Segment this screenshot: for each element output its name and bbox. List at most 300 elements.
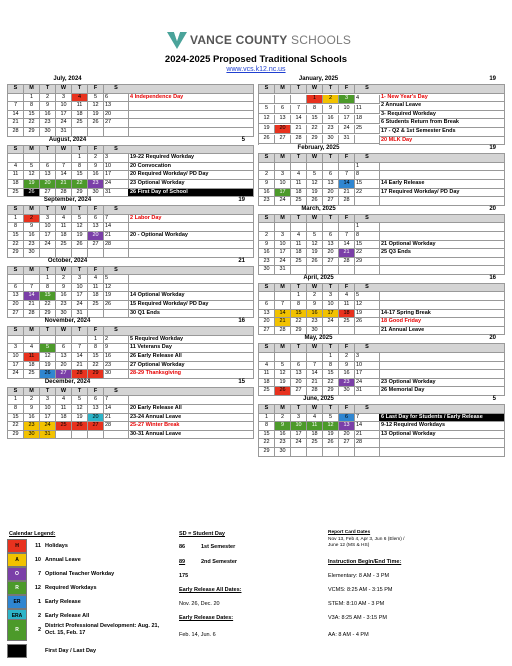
day-cell: 3 [72, 275, 88, 284]
day-cell: 13 [88, 223, 104, 232]
month-grid [258, 214, 379, 275]
day-cell [275, 292, 291, 301]
day-cell: 20 [323, 189, 339, 198]
day-cell: 10 [40, 223, 56, 232]
legend-swatch: R [7, 619, 27, 641]
day-cell [259, 223, 275, 232]
event-line: 26 Memorial Day [379, 387, 504, 396]
month-grid [7, 326, 128, 379]
day-cell: 31 [104, 189, 129, 198]
day-cell: 10 [323, 301, 339, 310]
day-cell: 1 [291, 292, 307, 301]
day-cell: 26 [72, 241, 88, 250]
day-cell: 1 [355, 163, 380, 172]
day-cell: 22 [24, 119, 40, 128]
page-title: 2024-2025 Proposed Traditional Schools [164, 54, 348, 65]
day-cell: 7 [275, 301, 291, 310]
day-cell: 25 [56, 241, 72, 250]
day-cell: 1 [40, 275, 56, 284]
legend-label: Early Release [45, 599, 81, 605]
event-line: 1- New Year's Day [379, 94, 504, 103]
day-cell: 29 [307, 135, 323, 144]
day-cell: 20 [323, 249, 339, 258]
day-cell: 16 [275, 431, 291, 440]
events-header [128, 146, 253, 155]
day-cell: 8 [291, 301, 307, 310]
events-header [128, 388, 253, 397]
day-header: W [307, 215, 323, 224]
day-cell [339, 163, 355, 172]
day-cell: 4 [56, 215, 72, 224]
instruction-line: STEM: 8:10 AM - 3 PM [328, 601, 385, 607]
day-cell: 20 [40, 180, 56, 189]
day-header: F [88, 146, 104, 155]
event-line: 20 - Optional Workday [128, 232, 253, 241]
day-cell: 23 [339, 379, 355, 388]
er-dates: Feb. 14, Jun. 6 [179, 632, 216, 638]
instruction-line: V3A: 8:25 AM - 3:15 PM [328, 615, 388, 621]
day-cell: 9 [24, 223, 40, 232]
month-events [379, 343, 505, 396]
day-cell: 10 [72, 284, 88, 293]
day-cell: 7 [339, 232, 355, 241]
day-header: T [72, 327, 88, 336]
month-grid [7, 84, 128, 137]
day-header: S [259, 85, 275, 94]
day-cell [24, 275, 40, 284]
day-cell: 10 [275, 180, 291, 189]
day-header: T [72, 267, 88, 276]
day-cell: 28 [72, 370, 88, 379]
legend-label: Annual Leave [45, 557, 81, 563]
event-line [379, 439, 504, 448]
event-line: 23 Optional Workday [128, 180, 253, 189]
day-cell: 22 [40, 301, 56, 310]
day-cell [355, 135, 380, 144]
event-line [379, 292, 504, 301]
day-cell: 30 [275, 448, 291, 457]
day-cell: 8 [8, 223, 24, 232]
day-cell [323, 163, 339, 172]
day-cell: 1 [259, 414, 275, 423]
day-cell: 2 [88, 154, 104, 163]
event-line [379, 266, 504, 275]
day-cell: 14 [355, 422, 380, 431]
day-header: M [275, 405, 291, 414]
event-line: 4 Independence Day [128, 94, 253, 103]
event-line [379, 301, 504, 310]
day-cell: 5 [40, 344, 56, 353]
day-cell: 22 [72, 180, 88, 189]
day-cell: 2 [104, 336, 129, 345]
day-cell: 21 [104, 232, 129, 241]
day-header: T [291, 284, 307, 293]
legend-label: Required Workdays [45, 585, 97, 591]
month-block [258, 335, 505, 396]
event-line: 18 Good Friday [379, 318, 504, 327]
day-cell [72, 431, 88, 440]
day-cell [88, 249, 104, 258]
day-cell: 9 [339, 362, 355, 371]
legend-swatch: ERA [7, 609, 27, 623]
day-header: W [56, 388, 72, 397]
day-cell: 3 [339, 95, 355, 104]
day-cell [355, 448, 380, 457]
day-cell: 15 [72, 171, 88, 180]
day-cell: 26 [275, 387, 291, 396]
legend-count: 10 [34, 557, 41, 563]
day-cell [259, 163, 275, 172]
day-cell: 30 [40, 128, 56, 137]
day-cell: 22 [291, 318, 307, 327]
day-cell: 10 [104, 163, 129, 172]
legend-swatch: R [7, 581, 27, 595]
day-cell: 4 [24, 344, 40, 353]
day-cell [355, 197, 380, 206]
day-header: S [104, 206, 129, 215]
day-cell: 25 [291, 258, 307, 267]
event-line: 13 Optional Workday [379, 431, 504, 440]
event-line: 20 Required Workday/ PD Day [128, 171, 253, 180]
day-cell: 24 [104, 180, 129, 189]
day-cell: 26 [355, 318, 380, 327]
day-cell: 24 [56, 119, 72, 128]
day-header: T [40, 206, 56, 215]
report-card-title: Report Card Dates [328, 530, 371, 535]
legend-label: Holidays [45, 543, 68, 549]
day-cell: 31 [339, 135, 355, 144]
day-cell: 5 [323, 414, 339, 423]
day-cell: 13 [259, 310, 275, 319]
day-cell: 8 [259, 422, 275, 431]
day-cell: 24 [323, 318, 339, 327]
day-header: T [40, 267, 56, 276]
event-line [379, 171, 504, 180]
day-cell: 15 [8, 232, 24, 241]
day-cell [56, 154, 72, 163]
day-cell [72, 336, 88, 345]
day-header: S [259, 154, 275, 163]
day-cell: 2 [40, 94, 56, 103]
day-cell: 23 [24, 422, 40, 431]
events-header [379, 154, 504, 163]
report-card-line2: June 12 (MS & HS) [328, 543, 370, 548]
month-caption [7, 76, 254, 84]
day-cell: 17 [40, 414, 56, 423]
day-header: T [72, 388, 88, 397]
day-cell: 14 [275, 310, 291, 319]
event-line [379, 362, 504, 371]
day-cell: 12 [323, 422, 339, 431]
day-cell: 21 [8, 119, 24, 128]
day-cell: 24 [8, 370, 24, 379]
day-cell: 13 [104, 102, 129, 111]
day-cell: 12 [259, 115, 275, 124]
legend-item [7, 567, 114, 581]
day-header: T [291, 85, 307, 94]
events-header [379, 215, 504, 224]
day-cell: 25 [56, 422, 72, 431]
day-cell: 25 [24, 370, 40, 379]
month-name: October, 2024 [47, 257, 88, 264]
day-cell: 1 [24, 94, 40, 103]
day-cell: 3 [104, 154, 129, 163]
day-header: W [307, 284, 323, 293]
event-line: 17 - Q2 & 1st Semester Ends [379, 128, 504, 137]
event-line: 5 Required Workday [128, 336, 253, 345]
event-line: 26 Early Release All [128, 353, 253, 362]
day-header: T [323, 405, 339, 414]
day-cell: 11 [307, 422, 323, 431]
day-cell: 16 [339, 370, 355, 379]
day-header: S [8, 327, 24, 336]
day-cell: 3 [40, 215, 56, 224]
day-cell: 30 [104, 370, 129, 379]
day-cell: 20 [8, 301, 24, 310]
day-cell [355, 266, 380, 275]
day-cell: 14 [24, 292, 40, 301]
legend-item [7, 581, 97, 595]
event-line [379, 223, 504, 232]
event-line [128, 275, 253, 284]
day-cell: 24 [339, 125, 355, 134]
day-cell: 10 [56, 102, 72, 111]
day-cell: 2 [339, 353, 355, 362]
day-cell: 31 [72, 310, 88, 319]
day-cell: 15 [40, 292, 56, 301]
day-cell: 21 [56, 180, 72, 189]
day-cell: 28 [275, 327, 291, 336]
day-cell: 9 [56, 284, 72, 293]
day-cell: 5 [307, 171, 323, 180]
month-caption [258, 335, 505, 343]
day-cell: 8 [355, 171, 380, 180]
day-cell [72, 249, 88, 258]
instruction-line: AA: 8 AM - 4 PM [328, 632, 369, 638]
day-cell: 28 [339, 258, 355, 267]
day-cell: 6 [56, 344, 72, 353]
weeks-count: 16 [238, 318, 245, 325]
day-cell: 12 [24, 171, 40, 180]
day-header: M [24, 146, 40, 155]
event-line: 17 Required Workday/ PD Day [379, 189, 504, 198]
day-cell [323, 266, 339, 275]
instruction-line: VCMS: 8:25 AM - 3:15 PM [328, 587, 393, 593]
day-cell: 20 [291, 379, 307, 388]
day-cell: 3 [56, 94, 72, 103]
weeks-count: 19 [489, 145, 496, 152]
day-cell: 11 [88, 284, 104, 293]
day-cell: 21 [355, 431, 380, 440]
day-header: S [355, 154, 380, 163]
day-cell: 15 [8, 414, 24, 423]
day-cell: 18 [259, 379, 275, 388]
day-cell: 9 [275, 422, 291, 431]
day-cell: 31 [40, 431, 56, 440]
legend-swatch: H [7, 539, 27, 553]
day-cell: 17 [275, 249, 291, 258]
event-line [379, 353, 504, 362]
month-caption [7, 318, 254, 326]
day-cell: 9 [104, 344, 129, 353]
month-caption [258, 275, 505, 283]
website-link[interactable]: www.vcs.k12.nc.us [226, 66, 286, 73]
month-name: June, 2025 [303, 396, 334, 402]
month-events [379, 283, 505, 336]
day-cell: 1 [72, 154, 88, 163]
day-cell: 18 [56, 414, 72, 423]
day-cell: 16 [307, 310, 323, 319]
day-cell: 27 [104, 119, 129, 128]
day-header: W [56, 85, 72, 94]
day-cell: 19 [24, 180, 40, 189]
day-cell [88, 431, 104, 440]
day-cell: 4 [291, 232, 307, 241]
event-line [379, 197, 504, 206]
day-cell [323, 223, 339, 232]
day-cell: 23 [24, 241, 40, 250]
day-cell: 4 [88, 275, 104, 284]
day-cell: 6 [291, 362, 307, 371]
day-cell: 12 [40, 353, 56, 362]
day-cell: 5 [24, 163, 40, 172]
event-line: 20 Early Release All [128, 405, 253, 414]
day-header: T [72, 206, 88, 215]
day-cell: 19 [40, 362, 56, 371]
event-line: 6 Students Return from Break [379, 119, 504, 128]
month-block [7, 379, 254, 440]
month-events [379, 214, 505, 275]
month-caption [7, 197, 254, 205]
day-cell: 29 [88, 370, 104, 379]
day-cell: 12 [104, 284, 129, 293]
day-cell [339, 223, 355, 232]
month-grid [7, 205, 128, 258]
day-cell: 5 [355, 292, 380, 301]
day-cell: 21 [291, 125, 307, 134]
day-cell: 21 [339, 189, 355, 198]
day-cell: 19 [72, 232, 88, 241]
day-cell: 17 [104, 171, 129, 180]
month-caption [7, 137, 254, 145]
day-cell [8, 94, 24, 103]
day-cell: 11 [291, 180, 307, 189]
day-header: F [339, 405, 355, 414]
day-cell: 17 [72, 292, 88, 301]
day-cell: 22 [8, 241, 24, 250]
day-cell: 10 [275, 241, 291, 250]
day-cell: 2 [275, 414, 291, 423]
event-line: 14 Optional Workday [128, 292, 253, 301]
day-cell: 4 [291, 171, 307, 180]
event-line: 14-17 Spring Break [379, 310, 504, 319]
events-header [379, 85, 504, 94]
legend-swatch: ER [7, 595, 27, 609]
day-cell: 11 [56, 405, 72, 414]
day-cell: 29 [40, 310, 56, 319]
day-cell: 5 [259, 105, 275, 114]
day-cell: 14 [104, 223, 129, 232]
day-header: W [307, 154, 323, 163]
day-header: T [323, 85, 339, 94]
month-grid [258, 153, 379, 206]
day-cell: 15 [88, 353, 104, 362]
day-header: F [339, 215, 355, 224]
day-cell: 8 [88, 344, 104, 353]
day-cell: 28 [104, 422, 129, 431]
day-cell: 6 [104, 94, 129, 103]
day-cell [259, 353, 275, 362]
day-header: S [8, 85, 24, 94]
day-cell: 15 [24, 111, 40, 120]
day-header: T [40, 146, 56, 155]
day-cell: 9 [40, 102, 56, 111]
event-line: 20 Convocation [128, 163, 253, 172]
day-cell: 16 [40, 111, 56, 120]
event-line: 25 Q3 Ends [379, 249, 504, 258]
legend-title: Calendar Legend: [9, 531, 56, 537]
day-cell: 31 [275, 266, 291, 275]
day-cell [291, 223, 307, 232]
month-grid [258, 283, 379, 336]
month-block [7, 197, 254, 258]
day-cell: 13 [56, 353, 72, 362]
day-cell: 16 [323, 115, 339, 124]
day-cell: 29 [24, 128, 40, 137]
event-line: 6 Last Day for Students / Early Release [379, 414, 504, 423]
day-cell: 28 [307, 387, 323, 396]
day-cell: 23 [88, 180, 104, 189]
day-cell: 24 [72, 301, 88, 310]
day-cell: 7 [291, 105, 307, 114]
month-block [7, 137, 254, 198]
day-cell: 7 [8, 102, 24, 111]
day-cell: 7 [104, 215, 129, 224]
day-cell: 26 [72, 422, 88, 431]
day-cell: 4 [259, 362, 275, 371]
month-events [379, 153, 505, 206]
day-cell [339, 448, 355, 457]
day-cell: 12 [275, 370, 291, 379]
event-line [379, 163, 504, 172]
day-cell: 14 [291, 115, 307, 124]
day-cell: 2 [259, 232, 275, 241]
day-header: S [259, 284, 275, 293]
day-header: T [72, 85, 88, 94]
month-caption [7, 258, 254, 266]
legend-item [7, 539, 68, 553]
event-line [128, 111, 253, 120]
day-cell: 27 [259, 327, 275, 336]
day-cell: 19 [307, 189, 323, 198]
day-cell: 24 [40, 241, 56, 250]
day-cell: 15 [259, 431, 275, 440]
day-cell: 13 [8, 292, 24, 301]
event-line: 19-22 Required Workday [128, 154, 253, 163]
event-line: 11 Veterans Day [128, 344, 253, 353]
day-cell: 23 [259, 258, 275, 267]
month-caption [7, 379, 254, 387]
day-header: T [323, 284, 339, 293]
day-cell [275, 353, 291, 362]
legend-label: Optional Teacher Workday [45, 571, 115, 577]
day-cell: 10 [40, 405, 56, 414]
day-header: S [355, 405, 380, 414]
day-cell: 10 [355, 362, 380, 371]
day-cell: 19 [259, 125, 275, 134]
day-cell: 18 [339, 310, 355, 319]
day-cell: 28 [339, 197, 355, 206]
